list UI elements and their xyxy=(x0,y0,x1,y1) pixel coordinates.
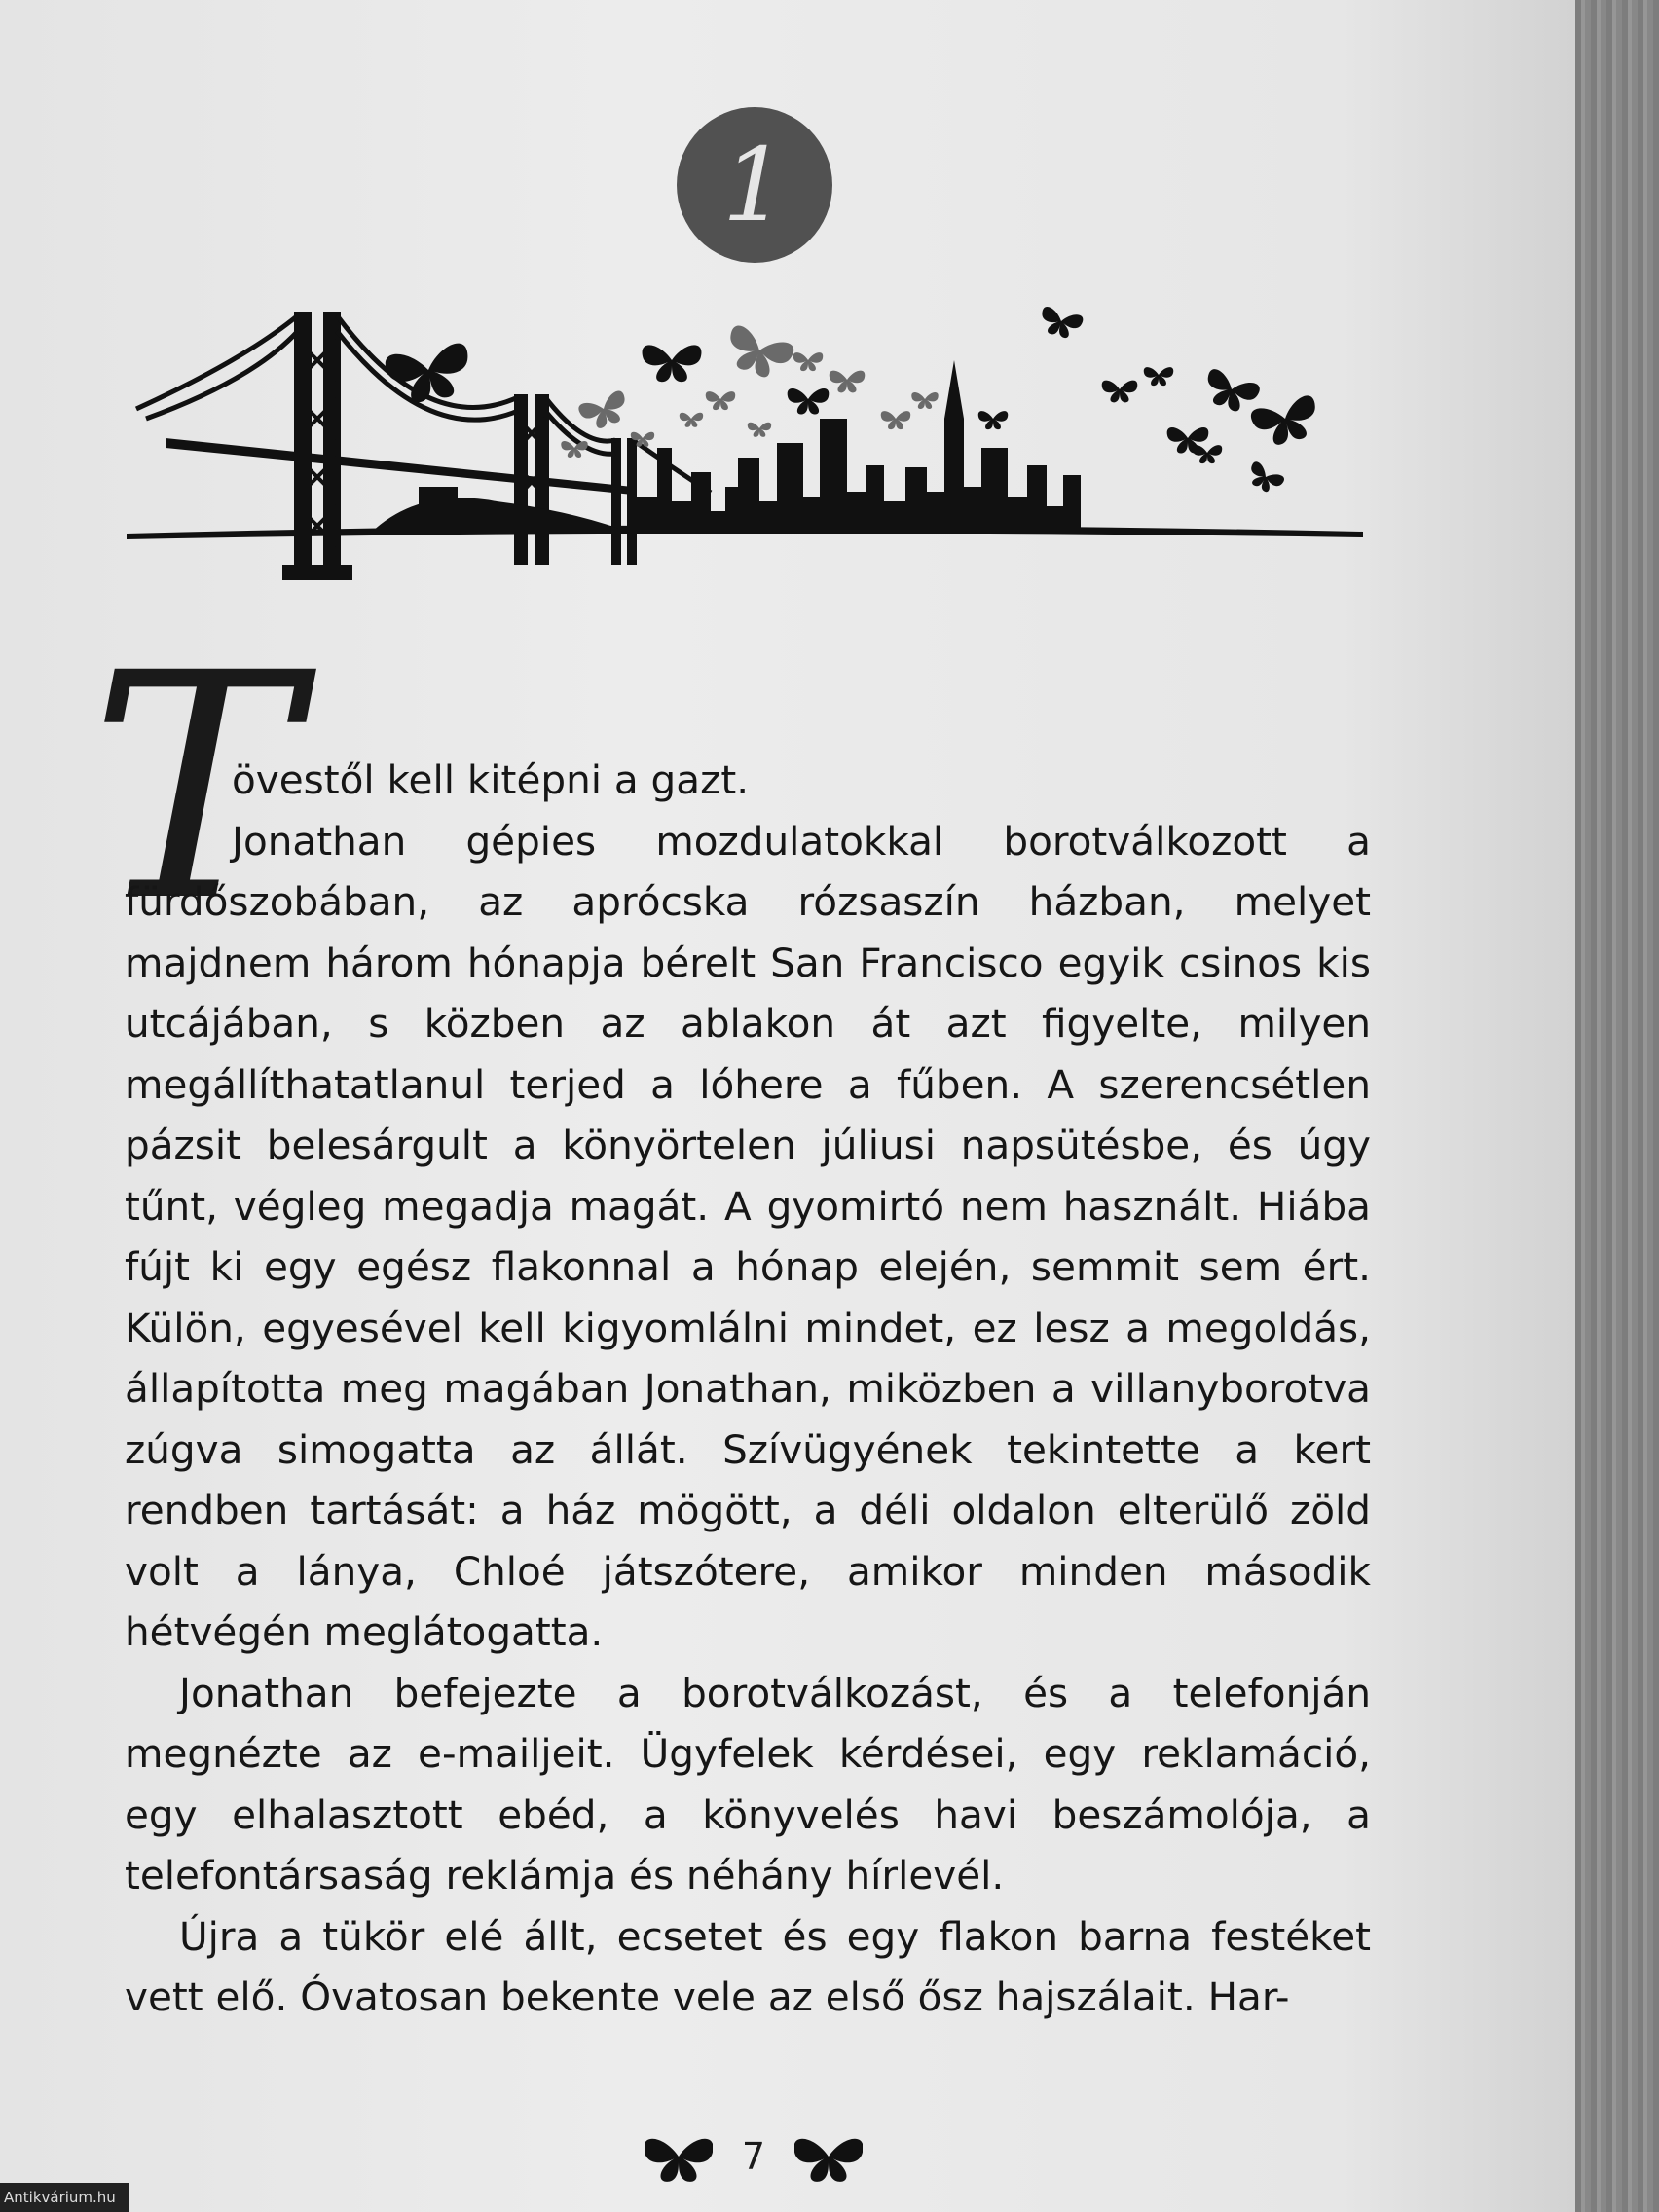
chapter-number: 1 xyxy=(721,126,788,244)
page-footer xyxy=(645,2127,863,2186)
chapter-badge xyxy=(677,107,832,263)
paragraph-4: Újra a tükör elé állt, ecsetet és egy flakon barna festéket vett elő. Óvatosan bekente vele az első ősz hajszálait. Har- xyxy=(125,1912,1371,2020)
page-number: 7 xyxy=(741,2135,766,2178)
body-text xyxy=(125,750,1371,2028)
butterfly-icon xyxy=(645,2127,713,2186)
paragraph-2: Jonathan gépies mozdulatokkal borotválkozott a fürdőszobában, az aprócska rózsaszín házban, melyet majdnem három hónapja bérelt San Francisco egyik csinos kis utcájában, s közben az ablakon át azt figyelte, milyen megállíthatatlanul terjed a lóhere a fűben. A szerencsétlen pázsit belesárgult a könyörtelen júliusi napsütésbe, és úgy tűnt, végleg megadja magát. A gyomirtó nem használt. Hiába fújt ki egy egész flakonnal a hónap elején, semmit sem ért. Külön, egyesével kell kigyomlálni mindet, ez lesz a megoldás, állapította meg magában Jonathan, miközben a villanyborotva zúgva simogatta az állát. Szívügyének tekintette a kert rendben tartását: a ház mögött, a déli oldalon elterülő zöld volt a lánya, Chloé játszótere, amikor minden második hétvégén meglátogatta. xyxy=(125,817,1371,1655)
paragraph-1: övestől kell kitépni a gazt. xyxy=(232,756,750,803)
drop-cap: T xyxy=(90,608,298,970)
adjacent-page-edge xyxy=(1575,0,1659,2212)
watermark: Antikvárium.hu xyxy=(0,2183,129,2212)
bridge-skyline-butterflies-illustration xyxy=(127,302,1363,584)
butterfly-icon xyxy=(794,2127,863,2186)
paragraph-3: Jonathan befejezte a borotválkozást, és a telefonján megnézte az e-mailjeit. Ügyfelek kérdései, egy reklamáció, egy elhalasztott ebéd, a könyvelés havi beszámolója, a telefontársaság reklámja és néhány hírlevél. xyxy=(125,1669,1371,1899)
